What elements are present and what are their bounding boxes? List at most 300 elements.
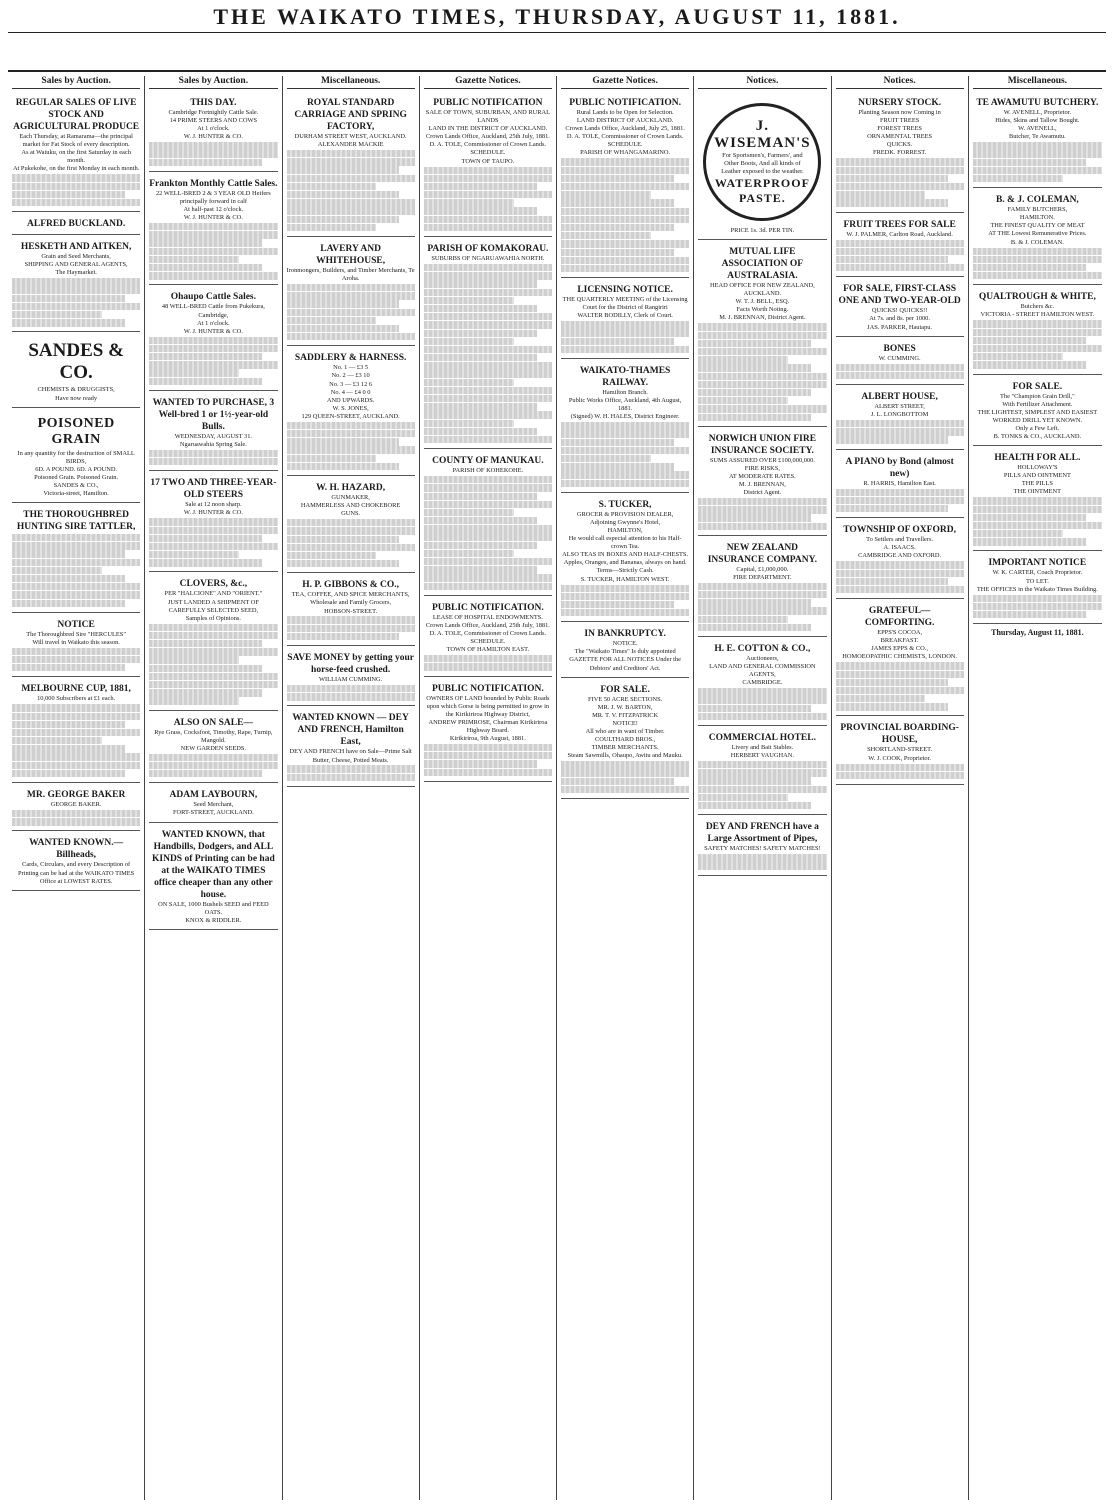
illegible-text-line <box>149 142 277 149</box>
ad-line: MR. T. V. FITZPATRICK <box>592 711 659 719</box>
illegible-text-line <box>149 681 277 688</box>
illegible-text-line <box>836 167 964 174</box>
illegible-text-line <box>698 624 811 631</box>
ad-line: At 1 o'clock. <box>197 125 230 133</box>
illegible-text-line <box>287 300 400 307</box>
ad-line: PER "HALCIONE" AND "ORIENT." <box>164 590 263 598</box>
illegible-text-line <box>149 656 239 663</box>
ad-line: As at Waiuku, on the first Saturday in each month. <box>21 149 131 165</box>
ad-line: EPPS'S COCOA, <box>877 629 923 637</box>
illegible-text-line <box>698 405 826 412</box>
illegible-text-line <box>698 599 811 606</box>
illegible-text-line <box>973 337 1087 344</box>
ad-line: B. TONKS & CO., AUCKLAND. <box>993 432 1082 440</box>
ad-line: With Fertilizer Attachment. <box>1002 400 1073 408</box>
ad-title: TOWNSHIP OF OXFORD, <box>843 525 956 536</box>
ad-line: The Haymarket. <box>55 269 97 277</box>
advertisement <box>12 679 140 783</box>
illegible-text-line <box>698 713 826 720</box>
ad-line: CHEMISTS & DRUGGISTS, <box>37 386 115 394</box>
ad-line: R. HARRIS, Hamilton East. <box>863 479 936 487</box>
illegible-text-line <box>698 514 811 521</box>
ad-line: FAMILY BUTCHERS, <box>1007 206 1068 214</box>
advertisement <box>698 242 826 427</box>
ad-line: The "Waikato Times" Is duly appointed <box>574 648 676 656</box>
illegible-text-line <box>836 578 949 585</box>
illegible-text-line <box>561 232 651 239</box>
ad-line: TEA, COFFEE, AND SPICE MERCHANTS, <box>291 591 410 599</box>
advertisement <box>424 598 552 677</box>
illegible-text-line <box>836 662 964 669</box>
ad-line: QUICKS. <box>886 141 913 149</box>
illegible-text-line <box>561 265 689 272</box>
ad-line: GUNMAKER, <box>331 494 370 502</box>
ad-line: At 1 o'clock. <box>197 319 230 327</box>
illegible-text-line <box>698 583 826 590</box>
advertisement <box>836 215 964 278</box>
newspaper-title: THE WAIKATO TIMES, THURSDAY, AUGUST 11, 1881. <box>213 4 901 29</box>
advertisement <box>698 817 826 875</box>
ad-line: THE OFFICES in the Waikato Times Building. <box>976 585 1098 593</box>
advertisement <box>287 239 415 346</box>
advertisement <box>12 93 140 212</box>
ad-line: W. AVENELL, <box>1018 125 1057 133</box>
column-8 <box>969 76 1106 1500</box>
illegible-text-line <box>149 369 239 376</box>
ad-title: LAVERY AND WHITEHOUSE, <box>316 243 386 266</box>
ad-line: Capital, £1,000,000. <box>736 565 789 573</box>
illegible-text-line <box>698 616 788 623</box>
illegible-text-line <box>149 223 277 230</box>
illegible-text-line <box>973 320 1102 327</box>
illegible-text-line <box>149 559 262 566</box>
advertisement <box>12 833 140 890</box>
advertisement <box>836 339 964 385</box>
illegible-text-line <box>561 208 689 215</box>
illegible-text-line <box>836 420 964 427</box>
illegible-text-line <box>12 600 125 607</box>
ad-title: MUTUAL LIFE ASSOCIATION OF AUSTRALASIA. <box>721 247 804 282</box>
ad-line: J. L. LONGBOTTOM <box>870 411 929 419</box>
illegible-text-line <box>424 509 514 516</box>
illegible-text-line <box>149 535 262 542</box>
ad-line: M. J. BRENNAN, District Agent. <box>719 314 806 322</box>
illegible-text-line <box>424 542 537 549</box>
illegible-text-line <box>836 505 949 512</box>
illegible-text-line <box>698 705 811 712</box>
ad-title: HESKETH AND AITKEN, <box>20 242 132 253</box>
illegible-text-line <box>836 264 964 271</box>
ad-line: THE PILLS <box>1021 480 1053 488</box>
ad-line: Grain and Seed Merchants, <box>41 253 111 261</box>
illegible-text-line <box>287 284 415 291</box>
illegible-text-line <box>973 514 1087 521</box>
illegible-text-line <box>973 522 1102 529</box>
illegible-text-line <box>973 159 1087 166</box>
ad-line: PARISH OF KOHEKOHE. <box>452 467 524 475</box>
ad-line: Steam Sawmills, Ohaupo, Awitu and Mauku. <box>567 752 683 760</box>
ad-line: NOTICE! <box>612 719 638 727</box>
advertisement <box>836 520 964 599</box>
advertisement <box>149 473 277 572</box>
illegible-text-line <box>561 175 674 182</box>
illegible-text-line <box>698 356 788 363</box>
ad-title: LICENSING NOTICE. <box>577 285 673 296</box>
ad-title: WANTED KNOWN, that Handbills, Dodgers, and ALL KINDS of Printing can be had at the WAIKATO TIMES office cheaper than any other house. <box>152 829 275 900</box>
illegible-text-line <box>287 430 415 437</box>
seal-product: WATERPROOF PASTE. <box>714 176 810 205</box>
illegible-text-line <box>973 497 1102 504</box>
ad-line: Wholesale and Family Grocers, <box>310 599 392 607</box>
ad-line: NOTICE. <box>612 640 638 648</box>
masthead <box>8 4 1106 72</box>
ad-title: QUALTROUGH & WHITE, <box>978 292 1096 303</box>
ad-title: CLOVERS, &c., <box>179 579 248 590</box>
illegible-text-line <box>149 248 277 255</box>
illegible-text-line <box>12 559 140 566</box>
ad-line: ALSO TEAS IN BOXES AND HALF-CHESTS. <box>562 551 689 559</box>
ad-line: SAFETY MATCHES! SAFETY MATCHES! <box>704 845 821 853</box>
ad-line: SANDES & CO., <box>53 481 99 489</box>
ad-line: Crown Lands Office, Auckland, 25th July, 1881. <box>425 133 550 141</box>
illegible-text-line <box>149 632 277 639</box>
ad-line: No. 4 — £4 0 0 <box>330 388 371 396</box>
ad-title: FOR SALE. <box>600 684 650 695</box>
ad-line: CAMBRIDGE AND OXFORD. <box>858 552 942 560</box>
illegible-text-line <box>287 175 415 182</box>
illegible-text-line <box>287 317 377 324</box>
ad-title: NURSERY STOCK. <box>858 98 942 108</box>
advertisement <box>973 377 1102 447</box>
advertisement <box>287 478 415 573</box>
ad-title: REGULAR SALES OF LIVE STOCK AND AGRICULTURAL PRODUCE <box>13 98 140 132</box>
illegible-text-line <box>561 786 689 793</box>
illegible-text-line <box>424 289 552 296</box>
illegible-text-line <box>836 570 964 577</box>
illegible-text-line <box>561 338 674 345</box>
ad-title: NORWICH UNION FIRE INSURANCE SOCIETY. <box>708 433 817 456</box>
illegible-text-line <box>424 420 514 427</box>
ad-line: D. A. TOLE, Commissioner of Crown Lands. <box>429 141 547 149</box>
advertisement <box>561 495 689 622</box>
illegible-text-line <box>836 183 964 190</box>
illegible-text-line <box>149 150 277 157</box>
illegible-text-line <box>424 297 514 304</box>
masthead-rule <box>8 32 1106 33</box>
ad-line: Ngaruawahia Spring Sale. <box>179 440 247 448</box>
illegible-text-line <box>287 544 415 551</box>
ad-line: WEDNESDAY, AUGUST 31. <box>174 432 253 440</box>
illegible-text-line <box>836 199 949 206</box>
ad-title: NEW ZEALAND INSURANCE COMPANY. <box>707 542 817 565</box>
illegible-text-line <box>561 216 689 223</box>
ad-line: Rye Grass, Cocksfoot, Timothy, Rape, Turnip, Mangold. <box>154 728 273 744</box>
illegible-text-line <box>424 428 537 435</box>
illegible-text-line <box>424 517 537 524</box>
illegible-text-line <box>287 183 377 190</box>
ad-title: COUNTY OF MANUKAU. <box>432 456 544 467</box>
illegible-text-line <box>12 656 140 663</box>
illegible-text-line <box>12 729 140 736</box>
ad-line: FRUIT TREES <box>879 117 920 125</box>
ad-line: JAS. PARKER, Hautapu. <box>867 323 933 331</box>
illegible-text-line <box>149 518 277 525</box>
illegible-text-line <box>698 414 811 421</box>
illegible-text-line <box>287 150 415 157</box>
illegible-text-line <box>836 671 964 678</box>
column-heading: Gazette Notices. <box>424 76 552 89</box>
illegible-text-line <box>973 175 1063 182</box>
illegible-text-line <box>561 191 651 198</box>
ad-line: (Signed) W. H. HALES, District Engineer. <box>570 413 680 421</box>
ad-line: W. J. HUNTER & CO. <box>183 133 243 141</box>
illegible-text-line <box>561 609 689 616</box>
ad-line: 129 QUEEN-STREET, AUCKLAND. <box>301 412 400 420</box>
illegible-text-line <box>698 397 788 404</box>
illegible-text-line <box>149 159 262 166</box>
illegible-text-line <box>424 411 552 418</box>
illegible-text-line <box>287 633 400 640</box>
illegible-text-line <box>836 687 964 694</box>
ad-title: PUBLIC NOTIFICATION. <box>569 98 681 108</box>
ad-line: In any quantity for the destruction of SMALL BIRDS, <box>17 449 135 465</box>
ad-title: MR. GEORGE BAKER <box>26 790 126 801</box>
illegible-text-line <box>424 403 537 410</box>
illegible-text-line <box>836 772 964 779</box>
illegible-text-line <box>836 240 964 247</box>
illegible-text-line <box>149 231 277 238</box>
illegible-text-line <box>12 591 140 598</box>
illegible-text-line <box>287 333 415 340</box>
advertisement <box>287 648 415 706</box>
illegible-text-line <box>836 372 964 379</box>
ad-line: 14 PRIME STEERS AND COWS <box>169 117 258 125</box>
illegible-text-line <box>424 436 552 443</box>
illegible-text-line <box>424 663 552 670</box>
ad-line: TO LET. <box>1025 577 1049 585</box>
illegible-text-line <box>287 438 400 445</box>
ad-title: H. P. GIBBONS & CO., <box>302 580 400 591</box>
ad-title: Frankton Monthly Cattle Sales. <box>149 178 278 189</box>
ad-line: 6D. A POUND. 6D. A POUND. <box>35 465 118 473</box>
illegible-text-line <box>287 309 415 316</box>
ad-line: Livery and Bait Stables. <box>731 744 794 752</box>
illegible-text-line <box>424 167 552 174</box>
illegible-text-line <box>424 370 552 377</box>
illegible-text-line <box>424 175 552 182</box>
ad-title: ALFRED BUCKLAND. <box>27 219 126 230</box>
ad-line: WALTER BODILLY, Clerk of Court. <box>577 312 673 320</box>
ad-line: LEASE OF HOSPITAL ENDOWMENTS. <box>432 613 543 621</box>
ad-title: PUBLIC NOTIFICATION. <box>432 602 544 613</box>
advertisement <box>12 615 140 678</box>
illegible-text-line <box>287 765 415 772</box>
illegible-text-line <box>12 295 125 302</box>
wiseman-paste-seal <box>703 103 821 221</box>
ad-line: Victoria-street, Hamilton. <box>43 490 109 498</box>
ad-line: Cards, Circulars, and every Description of Printing can be had at the WAIKATO TIMES Office at LOWEST RATES. <box>17 861 135 885</box>
illegible-text-line <box>424 191 552 198</box>
illegible-text-line <box>836 703 949 710</box>
ad-line: MR. J. W. BARTON, <box>597 703 653 711</box>
ad-line: JAMES EPPS & CO., <box>871 645 928 653</box>
illegible-text-line <box>149 689 262 696</box>
ad-line: HOBSON-STREET. <box>324 607 378 615</box>
illegible-text-line <box>698 794 788 801</box>
ad-line: Seed Merchant, <box>193 801 234 809</box>
illegible-text-line <box>287 693 415 700</box>
illegible-text-line <box>12 286 140 293</box>
illegible-text-line <box>561 329 689 336</box>
illegible-text-line <box>149 450 277 457</box>
ad-line: KNOX & RIDDLER. <box>185 916 242 924</box>
ad-title: ADAM LAYBOURN, <box>169 790 258 801</box>
ad-line: SCHEDULE. <box>470 638 506 646</box>
illegible-text-line <box>149 551 239 558</box>
ad-title: ROYAL STANDARD CARRIAGE AND SPRING FACTORY, <box>294 98 407 132</box>
ad-title: PUBLIC NOTIFICATION <box>433 98 543 108</box>
illegible-text-line <box>424 574 552 581</box>
illegible-text-line <box>287 199 415 206</box>
illegible-text-line <box>12 664 125 671</box>
ad-line: Apples, Oranges, and Bananas, always on hand. <box>563 559 687 567</box>
illegible-text-line <box>836 428 964 435</box>
illegible-text-line <box>561 158 689 165</box>
illegible-text-line <box>698 498 826 505</box>
column-7 <box>832 76 969 1500</box>
illegible-text-line <box>287 446 415 453</box>
illegible-text-line <box>561 430 689 437</box>
ad-title: IN BANKRUPTCY. <box>584 629 666 640</box>
illegible-text-line <box>287 616 415 623</box>
column-1 <box>8 76 145 1500</box>
illegible-text-line <box>12 575 125 582</box>
illegible-text-line <box>836 561 964 568</box>
illegible-text-line <box>973 595 1102 602</box>
advertisement <box>149 785 277 822</box>
ad-title: TE AWAMUTU BUTCHERY. <box>976 98 1099 108</box>
ad-title: GRATEFUL—COMFORTING. <box>864 606 935 629</box>
newspaper-columns <box>8 76 1106 1500</box>
ad-line: LAND AND GENERAL COMMISSION AGENTS, <box>709 663 816 679</box>
illegible-text-line <box>424 346 552 353</box>
ad-line: W. J. HUNTER & CO. <box>183 509 243 517</box>
illegible-text-line <box>973 329 1102 336</box>
illegible-text-line <box>149 256 239 263</box>
illegible-text-line <box>836 679 949 686</box>
illegible-text-line <box>561 321 689 328</box>
ad-line: W. J. HUNTER & CO. <box>183 214 243 222</box>
ad-line: Public Works Office, Auckland, 4th August, 1881. <box>568 397 682 413</box>
illegible-text-line <box>424 338 514 345</box>
illegible-text-line <box>12 721 125 728</box>
ad-line: VICTORIA - STREET HAMILTON WEST. <box>980 311 1095 319</box>
illegible-text-line <box>698 340 811 347</box>
ad-line: SCHEDULE. <box>607 141 643 149</box>
illegible-text-line <box>424 583 552 590</box>
illegible-text-line <box>12 770 125 777</box>
illegible-text-line <box>424 183 537 190</box>
ad-line: Will travel in Waikato this season. <box>32 638 120 646</box>
illegible-text-line <box>287 325 400 332</box>
illegible-text-line <box>149 770 262 777</box>
illegible-text-line <box>561 346 689 353</box>
ad-line: Auctioneers, <box>746 655 779 663</box>
column-heading: Sales by Auction. <box>149 76 277 89</box>
ad-title: W. H. HAZARD, <box>316 483 386 494</box>
advertisement <box>561 93 689 278</box>
illegible-text-line <box>12 199 140 206</box>
illegible-text-line <box>973 256 1102 263</box>
advertisement <box>973 190 1102 285</box>
illegible-text-line <box>836 497 964 504</box>
ad-line: HAMILTON. <box>1019 214 1055 222</box>
illegible-text-line <box>836 364 964 371</box>
ad-line: 22 WELL-BRED 2 & 3 YEAR OLD Heifers principally forward in calf <box>155 189 271 205</box>
ad-line: Kirikiriroa, 9th August, 1881. <box>449 734 526 742</box>
ad-line: JUST LANDED A SHIPMENT OF CAREFULLY SELECTED SEED, <box>167 598 259 614</box>
column-2 <box>145 76 282 1500</box>
advertisement <box>561 680 689 799</box>
illegible-text-line <box>561 593 689 600</box>
illegible-text-line <box>12 704 140 711</box>
ad-line: Terms—Strictly Cash. <box>596 567 654 575</box>
advertisement <box>561 361 689 493</box>
ad-title: ALSO ON SALE— <box>173 717 253 728</box>
publication-date: Thursday, August 11, 1881. <box>991 628 1084 638</box>
illegible-text-line <box>424 566 537 573</box>
ad-line: LAND IN THE DISTRICT OF AUCKLAND. <box>428 125 548 133</box>
advertisement <box>836 452 964 519</box>
advertisement <box>12 505 140 613</box>
ad-title: HEALTH FOR ALL. <box>994 453 1081 464</box>
illegible-text-line <box>424 550 514 557</box>
illegible-text-line <box>287 560 400 567</box>
ad-title: FRUIT TREES FOR SALE <box>843 219 956 230</box>
ad-line: W. T. J. BELL, ESQ. <box>735 298 790 306</box>
ad-line: District Agent. <box>743 489 782 497</box>
illegible-text-line <box>12 762 140 769</box>
illegible-text-line <box>287 527 415 534</box>
illegible-text-line <box>424 216 552 223</box>
illegible-text-line <box>561 447 689 454</box>
illegible-text-line <box>12 648 140 655</box>
illegible-text-line <box>149 361 277 368</box>
illegible-text-line <box>973 538 1087 545</box>
ad-line: All who are in want of Timber. <box>585 728 665 735</box>
seal-text: For Sportsmen's, Farmers', and Other Boots, And all kinds of Leather exposed to the weather. <box>721 152 804 175</box>
ad-title: PUBLIC NOTIFICATION. <box>432 683 544 694</box>
advertisement <box>836 93 964 213</box>
ad-line: W. AVENELL, Proprietor. <box>1003 109 1072 116</box>
illegible-text-line <box>149 272 277 279</box>
ad-line: W. CUMMING. <box>878 354 921 362</box>
ad-line: OWNERS OF LAND bounded by Public Roads upon which Gorse is being permitted to grow in the Kirikiriroa Highway District, <box>426 694 550 718</box>
ad-line: HEAD OFFICE FOR NEW ZEALAND, AUCKLAND. <box>709 282 815 298</box>
ad-line: Planting Season now Coming in <box>858 109 941 116</box>
illegible-text-line <box>12 713 140 720</box>
illegible-text-line <box>561 601 674 608</box>
ad-line: HERBERT VAUGHAN. <box>730 752 794 760</box>
seal-name: J. WISEMAN'S <box>714 118 811 151</box>
illegible-text-line <box>836 436 949 443</box>
illegible-text-line <box>12 567 102 574</box>
ad-line: SHIPPING AND GENERAL AGENTS, <box>24 261 128 269</box>
illegible-text-line <box>149 624 277 631</box>
ad-line: Have now ready <box>55 394 98 402</box>
illegible-text-line <box>698 332 826 339</box>
illegible-text-line <box>698 862 826 869</box>
